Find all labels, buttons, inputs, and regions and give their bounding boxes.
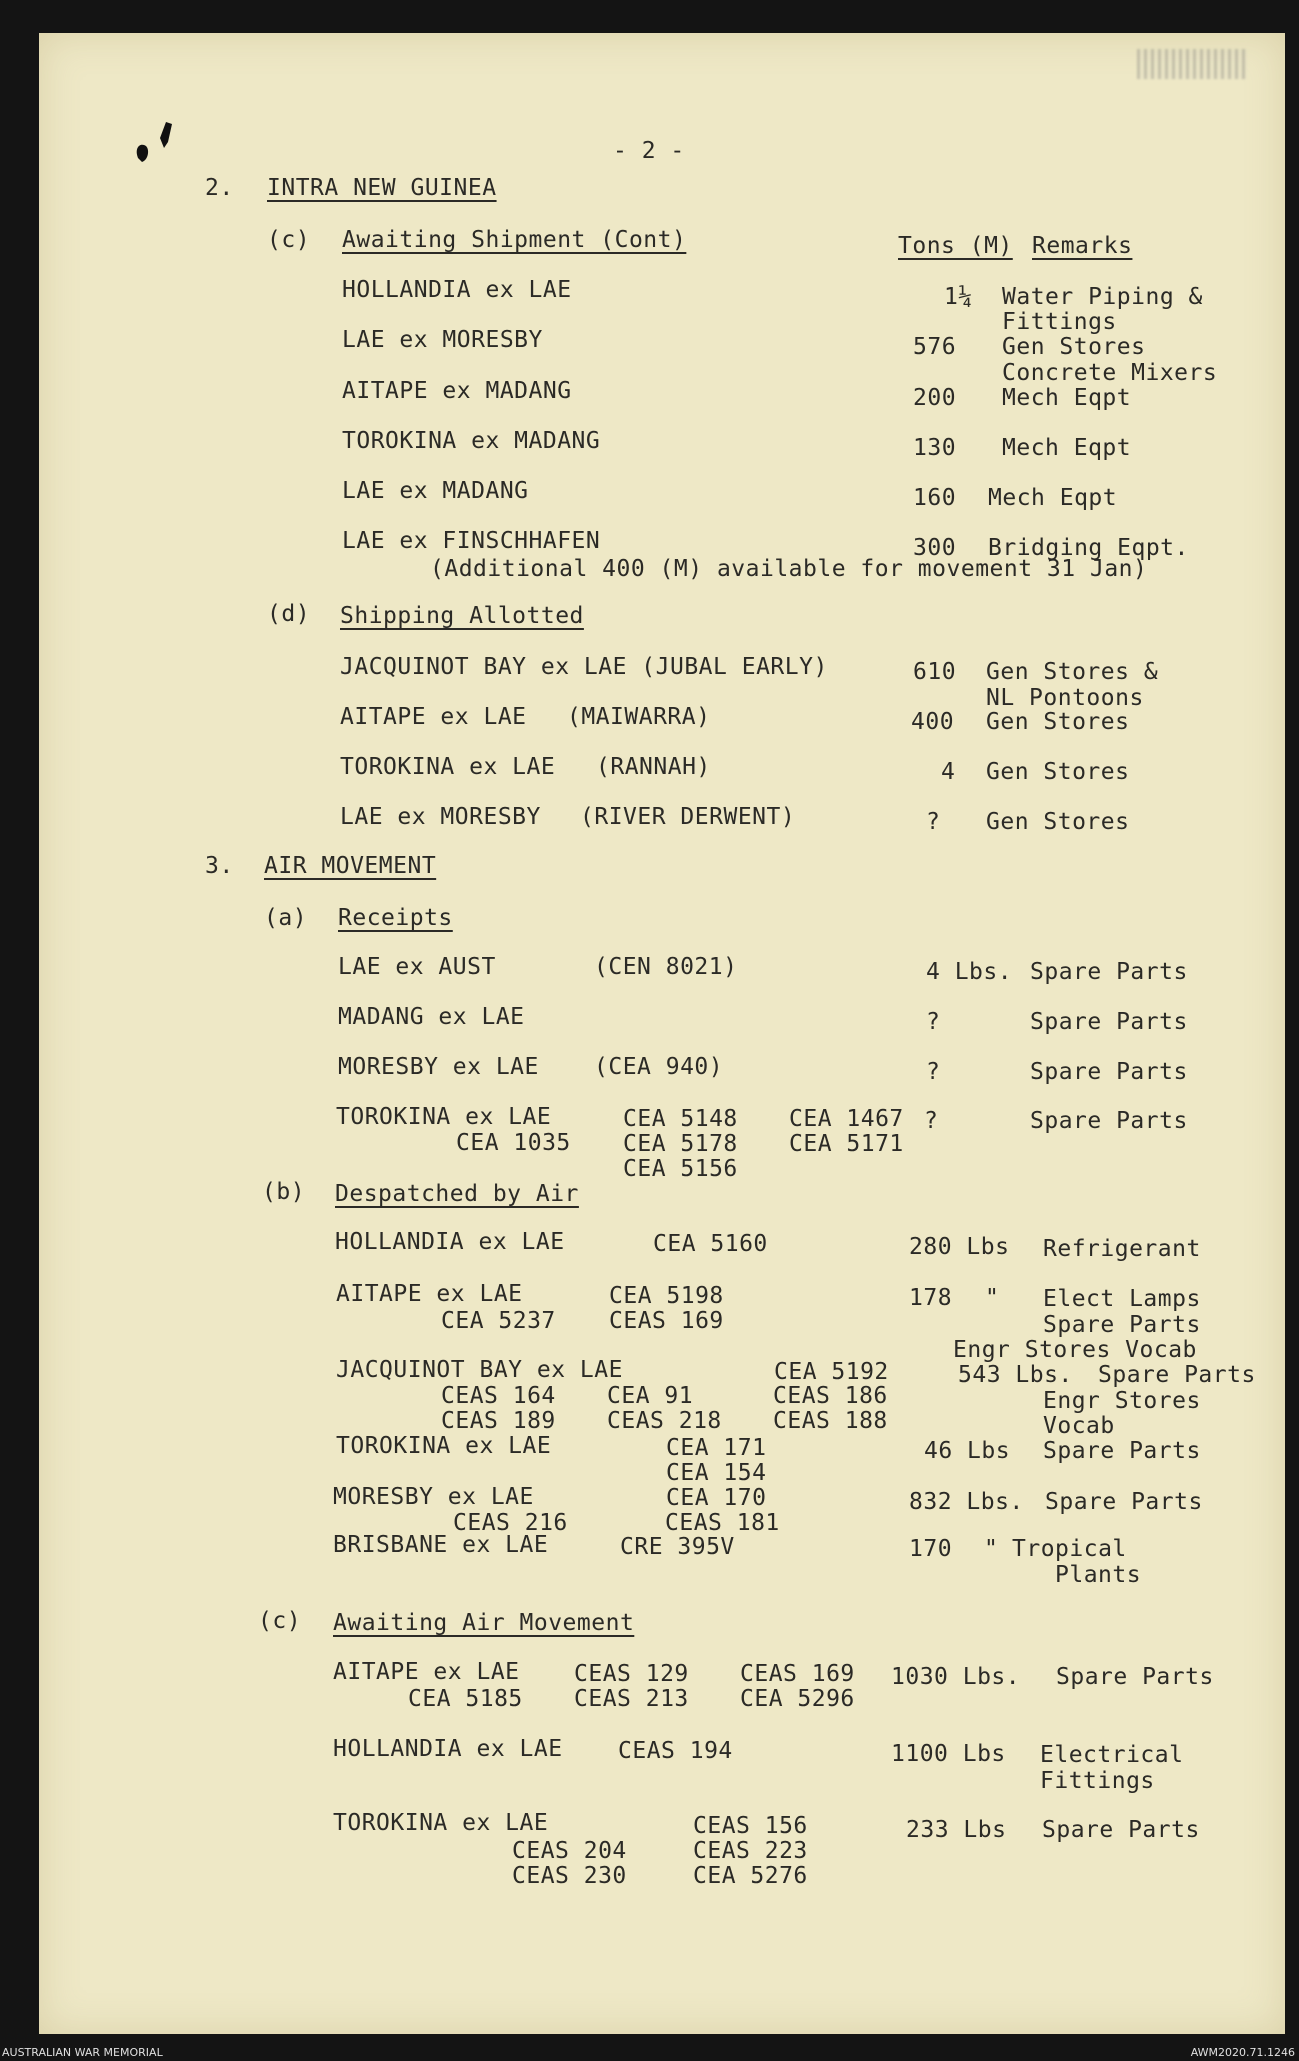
page-number: - 2 - (613, 138, 685, 164)
ref: CEAS 188 (773, 1408, 888, 1434)
route: LAE ex MADANG (342, 478, 529, 504)
route: AITAPE ex LAE (336, 1281, 523, 1307)
ship: (RANNAH) (596, 754, 711, 780)
qty: ? (926, 1009, 941, 1035)
remarks: Spare Parts (1056, 1664, 1214, 1690)
qty: 170 (909, 1536, 953, 1562)
ref: CEAS 213 (574, 1686, 689, 1712)
sub-d-label: (d) (267, 601, 311, 627)
route: JACQUINOT BAY ex LAE (336, 1357, 623, 1383)
ref: CEA 5171 (789, 1131, 904, 1157)
qty: ? (926, 1059, 941, 1085)
remarks: Spare Parts (1030, 1009, 1188, 1035)
col-tons-header: Tons (M) (898, 233, 1013, 259)
ref: CRE 395V (620, 1534, 735, 1560)
route: JACQUINOT BAY ex LAE (JUBAL EARLY) (340, 654, 828, 680)
section-3-number: 3. (205, 853, 234, 879)
section-3-heading: AIR MOVEMENT (264, 853, 437, 879)
ref: CEAS 164 (441, 1383, 556, 1409)
footer-accession: AWM2020.71.1246 (1190, 2046, 1295, 2059)
route: MORESBY ex LAE (338, 1054, 539, 1080)
remarks-cont: Concrete Mixers (1002, 360, 1218, 386)
qty: 543 Lbs. (958, 1362, 1073, 1388)
route: MORESBY ex LAE (333, 1484, 534, 1510)
remarks-cont: Engr Stores (1043, 1388, 1201, 1414)
ref: CEA 5185 (408, 1686, 523, 1712)
ref: CEAS 169 (740, 1661, 855, 1687)
remarks-cont: Vocab (1043, 1413, 1115, 1439)
ref: CEAS 129 (574, 1661, 689, 1687)
remarks: Mech Eqpt (1002, 435, 1132, 461)
section-2-number: 2. (205, 175, 234, 201)
sub-a-label: (a) (264, 905, 308, 931)
remarks-cont: Fittings (1002, 309, 1117, 335)
sub-a-heading: Receipts (338, 905, 453, 931)
remarks: Gen Stores & (986, 659, 1159, 685)
tons: 300 (913, 535, 957, 561)
remarks: Spare Parts (1043, 1438, 1201, 1464)
ref: CEAS 204 (512, 1838, 627, 1864)
ref: CEAS 223 (693, 1838, 808, 1864)
ref: CEA 1035 (456, 1130, 571, 1156)
remarks: Spare Parts (1030, 1108, 1188, 1134)
route: TOROKINA ex LAE (336, 1104, 552, 1130)
route: LAE ex MORESBY (342, 327, 543, 353)
ref: CEA 5178 (623, 1131, 738, 1157)
route: HOLLANDIA ex LAE (333, 1736, 563, 1762)
route: MADANG ex LAE (338, 1004, 525, 1030)
ref: CEA 5160 (653, 1231, 768, 1257)
ref: CEA 91 (607, 1383, 694, 1409)
sub-c2-heading: Awaiting Air Movement (333, 1610, 635, 1636)
ref: CEA 5148 (623, 1106, 738, 1132)
ref: CEAS 156 (693, 1813, 808, 1839)
route: HOLLANDIA ex LAE (335, 1229, 565, 1255)
remarks-cont: Engr Stores Vocab (953, 1337, 1197, 1363)
ref: CEAS 230 (512, 1863, 627, 1889)
tons: 1¼ (944, 284, 973, 310)
route: LAE ex MORESBY (340, 804, 541, 830)
route: AITAPE ex LAE (340, 704, 527, 730)
remarks: Gen Stores (986, 759, 1130, 785)
remarks: Mech Eqpt (988, 485, 1118, 511)
ref: (CEA 940) (594, 1054, 724, 1080)
section-2-heading: INTRA NEW GUINEA (267, 175, 497, 201)
sub-d-heading: Shipping Allotted (340, 603, 584, 629)
ref: CEA 170 (666, 1485, 767, 1511)
ref: CEAS 169 (609, 1308, 724, 1334)
ref: CEA 5296 (740, 1686, 855, 1712)
tons: 576 (913, 334, 957, 360)
ditto: " (985, 1285, 1000, 1311)
tons: 400 (911, 709, 955, 735)
route: AITAPE ex LAE (333, 1659, 520, 1685)
remarks: Tropical (1012, 1536, 1127, 1562)
route: LAE ex AUST (338, 954, 496, 980)
tons: 130 (913, 435, 957, 461)
ref: (CEN 8021) (594, 954, 738, 980)
remarks-cont: Spare Parts (1043, 1312, 1201, 1338)
remarks: Gen Stores (1002, 334, 1146, 360)
ref: CEA 171 (666, 1435, 767, 1461)
route: TOROKINA ex MADANG (342, 428, 601, 454)
remarks: Mech Eqpt (1002, 385, 1132, 411)
ref: CEA 154 (666, 1460, 767, 1486)
tons: 4 (941, 759, 956, 785)
tons: ? (926, 809, 941, 835)
ditto: " (984, 1536, 999, 1562)
ref: CEA 5237 (441, 1308, 556, 1334)
ref: CEAS 189 (441, 1408, 556, 1434)
ship: (RIVER DERWENT) (580, 804, 796, 830)
qty: 178 (909, 1285, 953, 1311)
punch-hole-mark (130, 118, 184, 170)
qty: 832 Lbs. (909, 1489, 1024, 1515)
qty: 1030 Lbs. (891, 1664, 1021, 1690)
sub-b-heading: Despatched by Air (335, 1181, 579, 1207)
tons: 160 (913, 485, 957, 511)
ref: CEA 5198 (609, 1283, 724, 1309)
route: TOROKINA ex LAE (336, 1433, 552, 1459)
remarks: Spare Parts (1030, 1059, 1188, 1085)
qty: 1100 Lbs (891, 1741, 1006, 1767)
ref: CEA 5192 (774, 1359, 889, 1385)
remarks: Spare Parts (1045, 1489, 1203, 1515)
remarks: Spare Parts (1098, 1362, 1256, 1388)
tons: 610 (913, 659, 957, 685)
qty: 46 Lbs (924, 1438, 1011, 1464)
footer-institution: AUSTRALIAN WAR MEMORIAL (2, 2046, 163, 2059)
ref: CEA 5156 (623, 1156, 738, 1182)
stamp-mark (1137, 49, 1247, 79)
sub-c-label: (c) (267, 227, 311, 253)
qty: 280 Lbs (909, 1234, 1010, 1260)
remarks: Spare Parts (1042, 1817, 1200, 1843)
ship: (MAIWARRA) (567, 704, 711, 730)
route: HOLLANDIA ex LAE (342, 277, 572, 303)
remarks-cont: Plants (1055, 1562, 1142, 1588)
sub-c-heading: Awaiting Shipment (Cont) (342, 227, 687, 253)
route: LAE ex FINSCHHAFEN (342, 528, 601, 554)
remarks: Spare Parts (1030, 959, 1188, 985)
route: TOROKINA ex LAE (340, 754, 556, 780)
ref: CEA 5276 (693, 1863, 808, 1889)
ref: CEAS 181 (665, 1510, 780, 1536)
remarks: Gen Stores (986, 809, 1130, 835)
additional-note: (Additional 400 (M) available for movement 31 Jan) (430, 556, 1148, 582)
route: TOROKINA ex LAE (333, 1810, 549, 1836)
ref: CEAS 186 (773, 1383, 888, 1409)
tons: 200 (913, 385, 957, 411)
qty: ? (924, 1108, 939, 1134)
remarks: Water Piping & (1002, 284, 1203, 310)
remarks-cont: NL Pontoons (986, 685, 1144, 711)
sub-c2-label: (c) (258, 1608, 302, 1634)
route: AITAPE ex MADANG (342, 378, 572, 404)
remarks: Electrical (1040, 1742, 1184, 1768)
route: BRISBANE ex LAE (333, 1532, 549, 1558)
remarks: Gen Stores (986, 709, 1130, 735)
remarks: Refrigerant (1043, 1236, 1201, 1262)
col-remarks-header: Remarks (1032, 233, 1133, 259)
ref: CEA 1467 (789, 1106, 904, 1132)
ref: CEAS 194 (618, 1738, 733, 1764)
remarks: Elect Lamps (1043, 1286, 1201, 1312)
sub-b-label: (b) (262, 1179, 306, 1205)
remarks-cont: Fittings (1040, 1768, 1155, 1794)
remarks: Bridging Eqpt. (988, 535, 1189, 561)
qty: 233 Lbs (906, 1817, 1007, 1843)
ref: CEAS 218 (607, 1408, 722, 1434)
ref: CEAS 216 (453, 1510, 568, 1536)
qty: 4 Lbs. (926, 959, 1013, 985)
